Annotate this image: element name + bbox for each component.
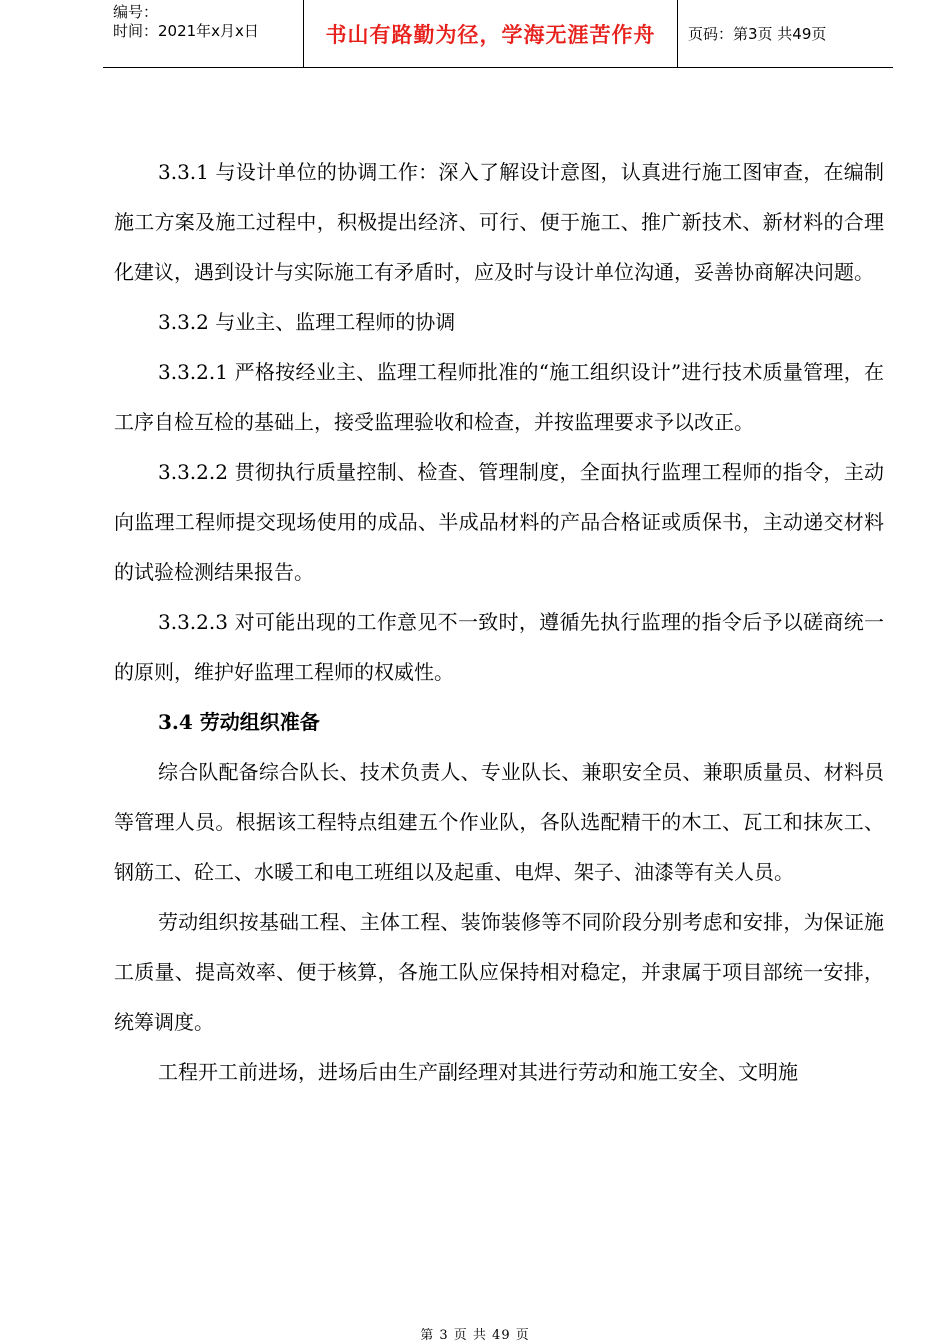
document-body [114,147,884,1097]
header-motto: 书山有路勤为径，学海无涯苦作舟 [325,22,656,47]
paragraph-3-3-2-3: 3.3.2.3 对可能出现的工作意见不一致时，遵循先执行监理的指令后予以磋商统一的原则，维护好监理工程师的权威性。 [114,610,884,684]
page-header [103,0,893,68]
paragraph-3-3-2-2: 3.3.2.2 贯彻执行质量控制、检查、管理制度，全面执行监理工程师的指令，主动向监理工程师提交现场使用的成品、半成品材料的产品合格证或质保书，主动递交材料的试验检测结果报告。 [114,460,884,584]
header-page-cell [678,0,893,67]
page-footer: 第 3 页 共 49 页 [420,1328,530,1343]
doc-number-label: 编号： [113,3,159,21]
header-motto-cell [304,0,678,67]
paragraph-3-3-1: 3.3.1 与设计单位的协调工作：深入了解设计意图，认真进行施工图审查，在编制施工方案及施工过程中，积极提出经济、可行、便于施工、推广新技术、新材料的合理化建议，遇到设计与实际施工有矛盾时，应及时与设计单位沟通，妥善协商解决问题。 [114,160,884,284]
heading-3-4: 3.4 劳动组织准备 [158,710,320,734]
header-page-number: 页码：第3页 共49页 [688,25,827,43]
paragraph-labor-organization: 劳动组织按基础工程、主体工程、装饰装修等不同阶段分别考虑和安排，为保证施工质量、提高效率、便于核算，各施工队应保持相对稳定，并隶属于项目部统一安排，统筹调度。 [114,910,884,1034]
header-meta [103,0,304,67]
doc-date-label: 时间：2021年x月x日 [113,22,259,40]
paragraph-site-entry: 工程开工前进场，进场后由生产副经理对其进行劳动和施工安全、文明施 [158,1060,798,1084]
paragraph-3-3-2-1: 3.3.2.1 严格按经业主、监理工程师批准的“施工组织设计”进行技术质量管理，在工序自检互检的基础上，接受监理验收和检查，并按监理要求予以改正。 [114,360,884,434]
heading-3-3-2: 3.3.2 与业主、监理工程师的协调 [158,310,456,334]
paragraph-labor-team: 综合队配备综合队长、技术负责人、专业队长、兼职安全员、兼职质量员、材料员等管理人员。根据该工程特点组建五个作业队，各队选配精干的木工、瓦工和抹灰工、钢筋工、砼工、水暖工和电工班组以及起重、电焊、架子、油漆等有关人员。 [114,760,884,884]
